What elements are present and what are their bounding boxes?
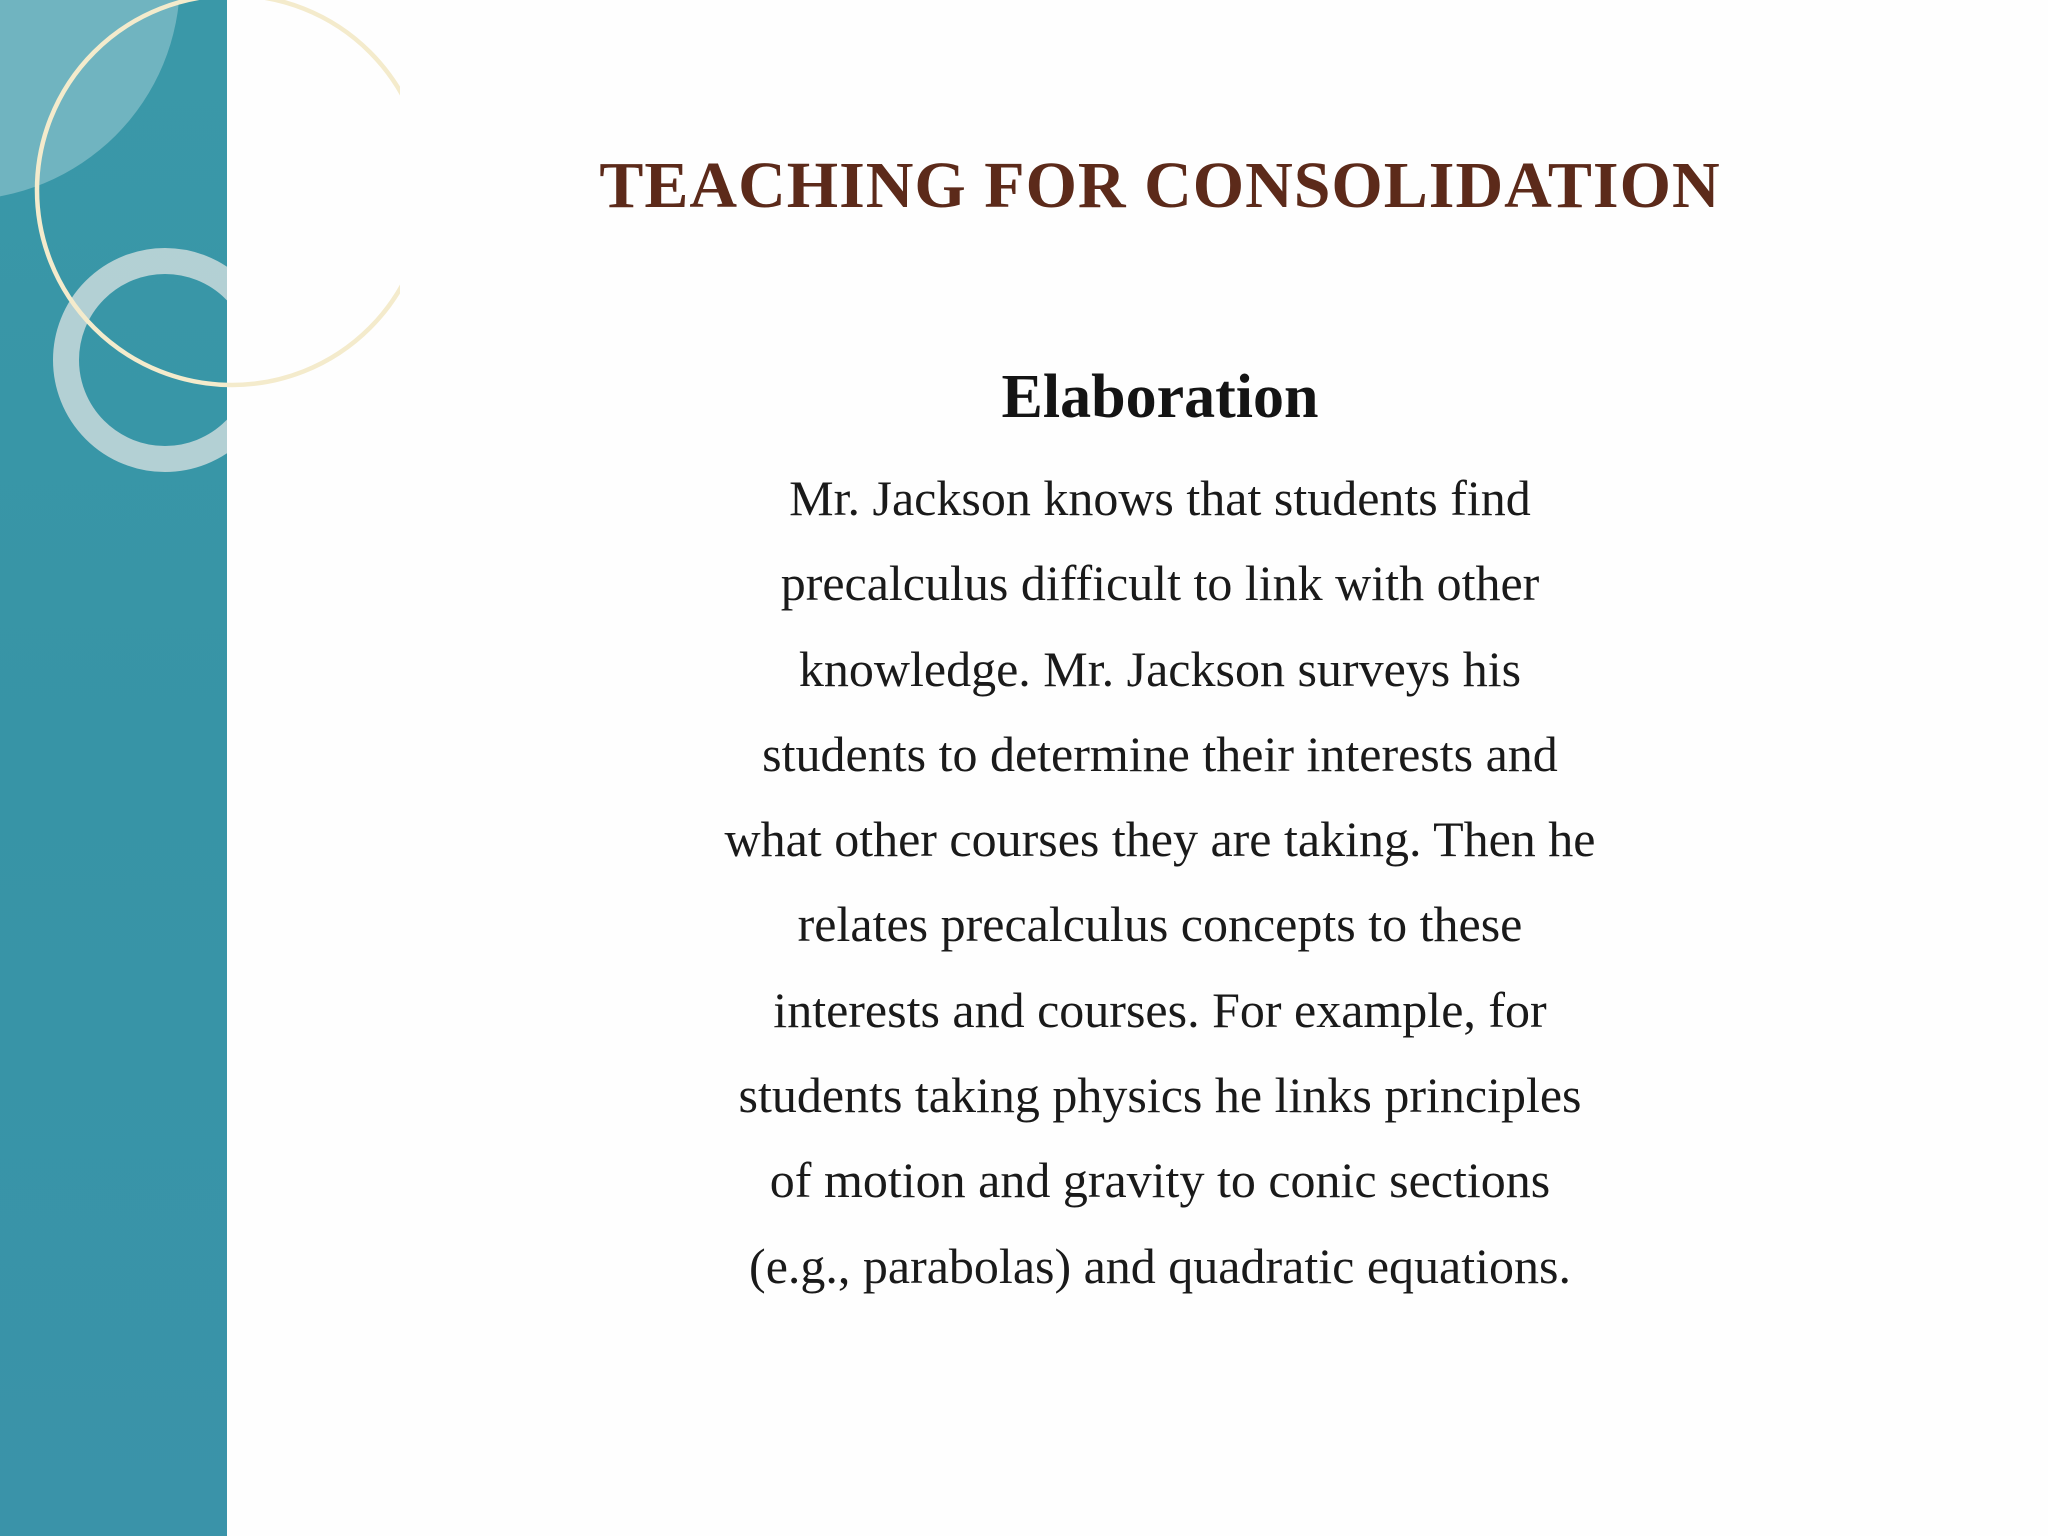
body-line: relates precalculus concepts to these (797, 896, 1523, 953)
body-line: Mr. Jackson knows that students find (789, 470, 1531, 526)
translucent-disc-shape (0, 0, 180, 200)
body-line: precalculus difficult to link with other (780, 555, 1540, 612)
body-line: students to determine their interests and (762, 725, 1558, 782)
body-line: what other courses they are taking. Then he (724, 811, 1596, 868)
body-line: interests and courses. For example, for (773, 981, 1547, 1038)
body-line: of motion and gravity to conic sections (769, 1152, 1551, 1209)
pale-ring-shape (66, 261, 227, 459)
slide-title: TEACHING FOR CONSOLIDATION (599, 149, 1721, 222)
body-paragraph (640, 456, 1680, 1309)
body-line: knowledge. Mr. Jackson surveys his (798, 640, 1522, 697)
section-heading: Elaboration (1001, 363, 1319, 431)
body-line: (e.g., parabolas) and quadratic equations. (749, 1237, 1571, 1294)
decorative-circles (0, 0, 227, 1536)
decorative-sidebar (0, 0, 227, 1536)
body-line: students taking physics he links principles (738, 1067, 1582, 1124)
